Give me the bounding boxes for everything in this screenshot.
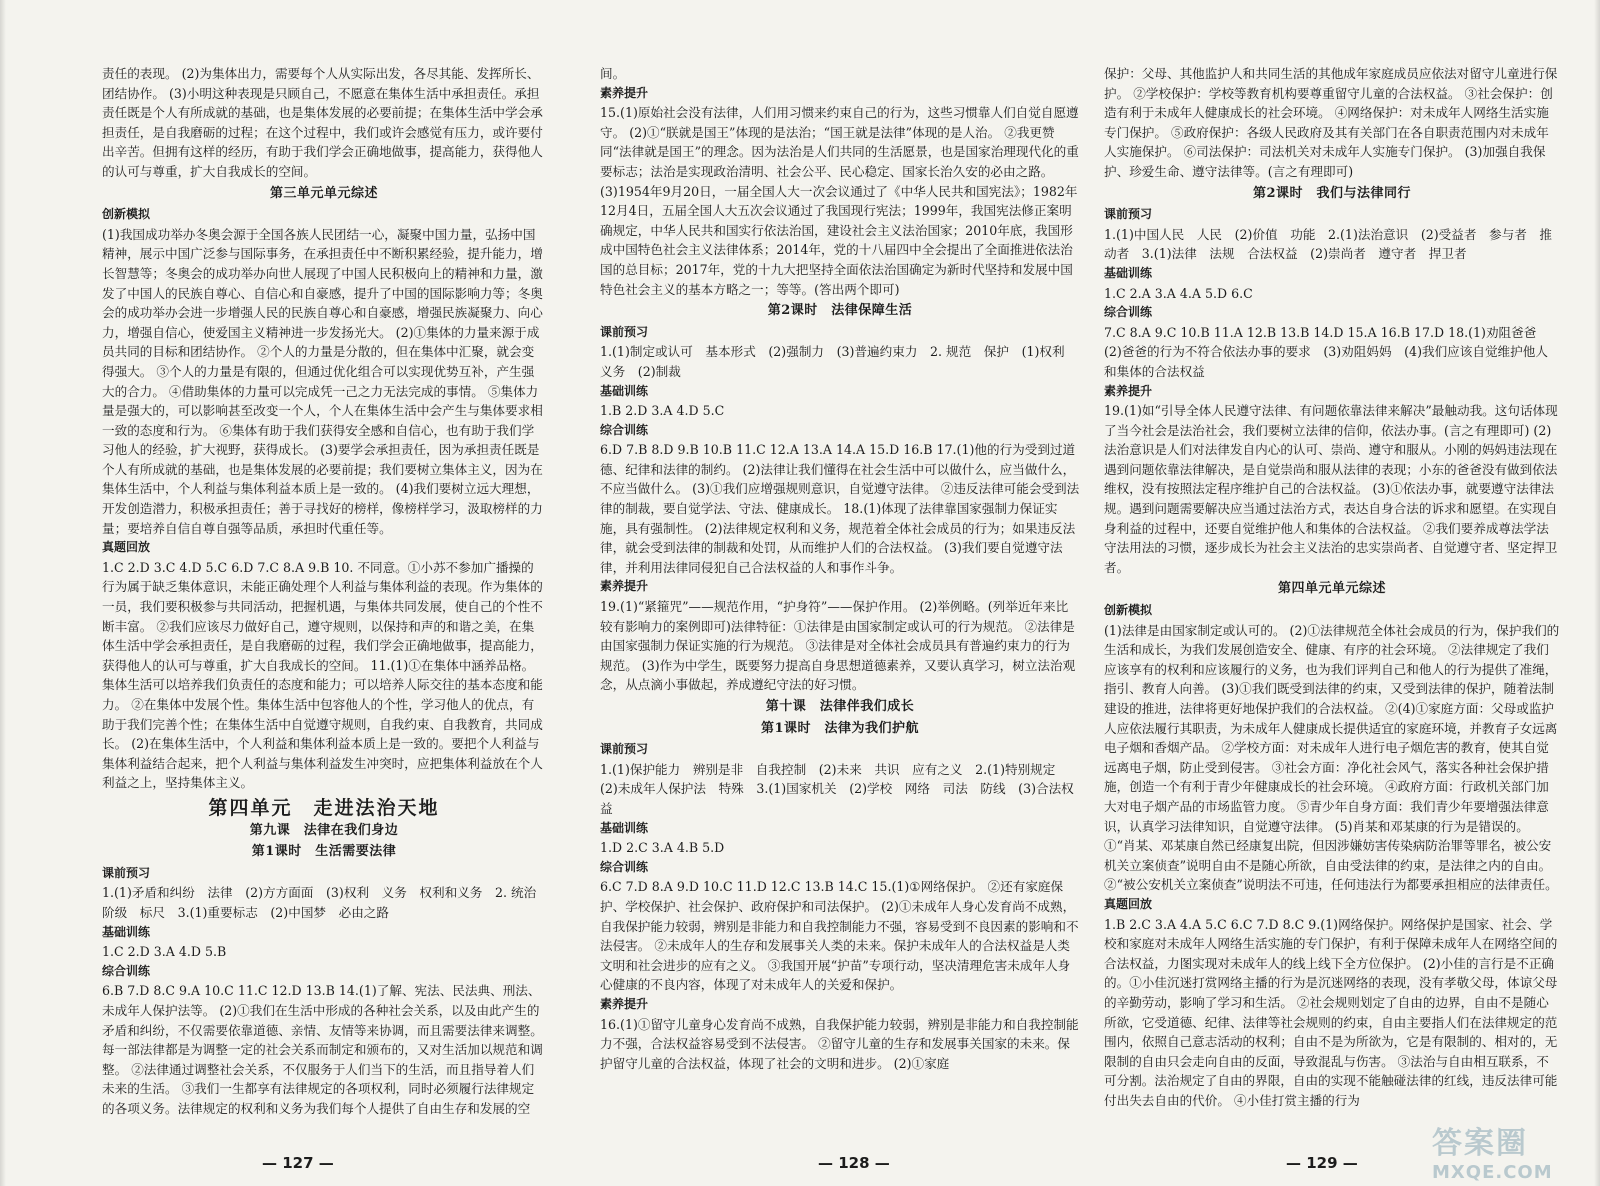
paragraph: 6.B 7.D 8.C 9.A 10.C 11.C 12.D 13.B 14.(1)了解、宪法、民法典、刑法、未成年人保护法等。 (2)①我们在生活中形成的各种社会关系，以及由此产生的矛盾和纠纷，不仅需要依靠道德、亲情、友情等来协调，而且需要法律来调整。每一部法律都是为调整一定的社会关系而制定和颁布的，又对生活加以规范和调整。 ②法律通过调整社会关系，不仅服务于人们当下的生活，而且指导着人们未来的生活。 ③我们一生都享有法律规定的各项权利，同时必须履行法律规定的各项义务。法律规定的权利和义务为我们每个人提供了自由生存和发展的空 [102,983,543,1116]
paragraph: 责任的表现。 (2)为集体出力，需要每个人从实际出发，各尽其能、发挥所长、团结协作。 (3)小明这种表现是只顾自己，不愿意在集体生活中承担责任。承担责任既是个人有所成就的基础，也是集体发展的必要前提；在集体生活中学会承担责任，是自我磨砺的过程；在这个过程中，我们或许会感觉有压力，或许要付出辛苦。但拥有这样的经历，有助于我们学会正确地做事，提高能力，获得他人的认可与尊重，扩大自我成长的空间。 [102,66,543,179]
watermark-logo [1432,1118,1582,1183]
page-number-129: — 129 — [1286,1154,1358,1172]
paragraph: 6.C 7.D 8.A 9.D 10.C 11.D 12.C 13.B 14.C 15.(1)①网络保护。 ②还有家庭保护、学校保护、社会保护、政府保护和司法保护。 (2)①未成年人身心发育尚不成熟，自我保护能力较弱，辨别是非能力和自我控制能力不强，容易受到不良因素的影响和不法侵害。 ②未成年人的生存和发展事关人类的未来。保护未成年人的合法权益是人类文明和社会进步的应有之义。 ③我国开展“护苗”专项行动，坚决清理危害未成年人身心健康的不良内容，体现了对未成年人的关爱和保护。 [600,879,1079,993]
section-heading: 素养提升 [600,579,649,594]
paragraph: 15.(1)原始社会没有法律，人们用习惯来约束自己的行为，这些习惯靠人们自觉自愿遵守。 (2)①“朕就是国王”体现的是法治；“国王就是法律”体现的是人治。 ②我更赞同“法律就是国王”的理念。因为法治是人们共同的生活愿景，也是国家治理现代化的重要标志；法治是实现政治清明、社会公平、民心稳定、国家长治久安的必由之路。 (3)1954年9月20日，一届全国人大一次会议通过了《中华人民共和国宪法》；1982年12月4日，五届全国人大五次会议通过了我国现行宪法；1999年，我国宪法修正案明确规定，中华人民共和国实行依法治国，建设社会主义法治国家；2010年底，我国形成中国特色社会主义法律体系；2014年，党的十八届四中全会提出了全面推进依法治国的总目标；2017年，党的十九大把坚持全面依法治国确定为新时代坚持和发展中国特色社会主义的基本方略之一；等等。(答出两个即可) [600,105,1079,297]
section-heading: 综合训练 [600,422,649,437]
paragraph: 16.(1)①留守儿童身心发育尚不成熟，自我保护能力较弱，辨别是非能力和自我控制能力不强，合法权益容易受到不法侵害。 ②留守儿童的生存和发展事关国家的未来。保护留守儿童的合法权益，体现了社会的文明和进步。 (2)①家庭 [600,1016,1079,1071]
section-heading: 基础训练 [600,820,649,835]
lesson-title: 第1课时 生活需要法律 [251,844,397,860]
section-heading: 创新模拟 [1104,603,1153,618]
page-number-128: — 128 — [818,1154,890,1172]
lesson-title: 第2课时 我们与法律同行 [1252,185,1412,201]
lesson-title: 第九课 法律在我们身边 [249,822,399,838]
section-heading: 课前预习 [102,865,151,880]
section-heading: 素养提升 [1104,383,1153,398]
unit-title: 第四单元 走进法治天地 [208,796,440,819]
page-129-column [1104,64,1560,1166]
paragraph: 1.(1)中国人民 人民 (2)价值 功能 2.(1)法治意识 (2)受益者 参与者 推动者 3.(1)法律 法规 合法权益 (2)崇尚者 遵守者 捍卫者 [1104,226,1553,262]
section-heading: 创新模拟 [102,207,151,222]
paragraph: 1.B 2.D 3.A 4.D 5.C [600,403,725,419]
paragraph: 1.C 2.D 3.A 4.D 5.B [102,944,227,960]
paragraph: (1)法律是由国家制定或认可的。 (2)①法律规范全体社会成员的行为，保护我们的生活和成长，为我们发展创造安全、健康、有序的社会环境。 ②法律规定了我们应该享有的权利和应该履行的义务，也为我们评判自己和他人的行为提供了准绳，指引、教育人向善。 (3)①我们既受到法律的约束，又受到法律的保护，随着法制建设的推进，法律将更好地保护我们的合法权益。 ②(4)①家庭方面：父母或监护人应依法履行其职责，为未成年人健康成长提供适宜的家庭环境，并教育子女远离电子烟和香烟产品。 ②学校方面：对未成年人进行电子烟危害的教育，使其自觉远离电子烟，防止受到侵害。 ③社会方面：净化社会风气，落实各种社会保护措施，创造一个有利于青少年健康成长的社会环境。 ④政府方面：行政机关部门加大对电子烟产品的市场监管力度。 ⑤青少年自身方面：我们青少年要增强法律意识，认真学习法律知识，自觉遵守法律。 (5)肖某和邓某康的行为是错误的。①“肖某、邓某康自然已经康复出院，但因涉嫌妨害传染病防治罪等罪名，被公安机关立案侦查”说明自由不是随心所欲，自由受法律的约束，是法律之内的自由。 ②“被公安机关立案侦查”说明法不可违，任何违法行为都要承担相应的法律责任。 [1104,622,1560,893]
section-heading: 真题回放 [1104,896,1153,911]
page-number-127: — 127 — [262,1154,334,1172]
section-heading: 课前预习 [1104,207,1153,222]
lesson-title: 第1课时 法律为我们护航 [760,720,920,736]
paragraph: (1)我国成功举办冬奥会源于全国各族人民团结一心，凝聚中国力量，弘扬中国精神，展示中国广泛参与国际事务，在承担责任中不断积累经验，提升能力，增长智慧等；冬奥会的成功举办向世人展现了中国人民积极向上的精神和力量，激发了中国人的民族自尊心、自信心和自豪感，提升了中国的国际影响力等；冬奥会的成功举办会进一步增强人民的民族自尊心和自豪感，增强民族凝聚力、向心力，增强自信心，使爱国主义精神进一步发扬光大。 (2)①集体的力量来源于成员共同的目标和团结协作。 ②个人的力量是分散的，但在集体中汇聚，就会变得强大。 ③个人的力量是有限的，但通过优化组合可以实现优势互补，产生强大的合力。 ④借助集体的力量可以完成凭一己之力无法完成的事情。 ⑤集体力量是强大的，可以影响甚至改变一个人，个人在集体生活中会产生与集体要求相一致的态度和行为。 ⑥集体有助于我们获得安全感和自信心，也有助于我们学习他人的经验，扩大视野，获得成长。 (3)要学会承担责任，因为承担责任既是个人有所成就的基础，也是集体发展的必要前提；我们要树立集体主义，因为在集体生活中，个人利益与集体利益本质上是一致的。 (4)我们要树立远大理想，开发创造潜力，积极承担责任；善于寻找好的榜样，像榜样学习，汲取榜样的力量；要培养自信自尊自强等品质，承担时代重任等。 [102,226,543,536]
page-127-column [102,64,546,1166]
paragraph: 19.(1)“紧箍咒”——规范作用，“护身符”——保护作用。 (2)举例略。(列举近年来比较有影响力的案例即可)法律特征：①法律是由国家制定或认可的行为规范。 ②法律是由国家强制力保证实施的行为规范。 ③法律是对全体社会成员具有普遍约束力的行为规范。 (3)作为中学生，既要努力提高自身思想道德素养，又要认真学习，树立法治观念，从点滴小事做起，养成遵纪守法的好习惯。 [600,599,1076,693]
paragraph: 1.(1)保护能力 辨别是非 自我控制 (2)未来 共识 应有之义 2.(1)特别规定 (2)未成年人保护法 特殊 3.(1)国家机关 (2)学校 网络 司法 防线 (3)合法权益 [600,761,1074,816]
lesson-title: 第2课时 法律保障生活 [767,303,913,319]
section-heading: 综合训练 [600,859,649,874]
section-heading: 基础训练 [1104,265,1153,280]
watermark-line2: MXQE.COM [1432,1162,1553,1183]
section-heading: 真题回放 [102,540,151,555]
lesson-title: 第四单元单元综述 [1277,581,1386,597]
watermark-line1: 答案圈 [1432,1126,1528,1161]
section-heading: 课前预习 [600,742,649,757]
paragraph: 7.C 8.A 9.C 10.B 11.A 12.B 13.B 14.D 15.A 16.B 17.D 18.(1)劝阻爸爸 (2)爸爸的行为不符合依法办事的要求 (3)劝阻妈妈 (4)我们应该自觉维护他人和集体的合法权益 [1104,324,1549,379]
page-128-column [600,64,1080,1166]
lesson-title: 第十课 法律伴我们成长 [765,699,915,714]
paragraph: 1.(1)矛盾和纠纷 法律 (2)方方面面 (3)权利 义务 权利和义务 2. 统治阶级 标尺 3.(1)重要标志 (2)中国梦 必由之路 [102,885,537,920]
paragraph: 1.C 2.A 3.A 4.A 5.D 6.C [1104,285,1253,301]
paragraph: 保护：父母、其他监护人和共同生活的其他成年家庭成员应依法对留守儿童进行保护。 ②学校保护：学校等教育机构要尊重留守儿童的合法权益。 ③社会保护：创造有利于未成年人健康成长的社会环境。 ④网络保护：对未成年人网络生活实施专门保护。 ⑤政府保护：各级人民政府及其有关部门在各自职责范围内对未成年人实施保护。 ⑥司法保护：司法机关对未成年人实施专门保护。 (3)加强自我保护、珍爱生命、遵守法律等。(言之有理即可) [1104,66,1558,179]
section-heading: 素养提升 [600,996,649,1011]
paragraph: 1.D 2.C 3.A 4.B 5.D [600,840,725,856]
section-heading: 素养提升 [600,85,649,100]
paragraph: 19.(1)如“引导全体人民遵守法律、有问题依靠法律来解决”最触动我。这句话体现了当今社会是法治社会，我们要树立法律的信仰，依法办事。(言之有理即可) (2)法治意识是人们对法律发自内心的认可、崇尚、遵守和服从。小刚的妈妈违法现在遇到问题依靠法律解决，是自觉崇尚和服从法律的表现；小东的爸爸没有做到依法维权，没有按照法定程序维护自己的合法权益。 (3)①依法办事，就要遵守法律法规。遇到问题需要解决应当通过法治方式，表达自身合法的诉求和愿望。在实现自身利益的过程中，还要自觉维护他人和集体的合法权益。 ②我们要养成尊法学法守法用法的习惯，逐步成长为社会主义法治的忠实崇尚者、自觉遵守者、坚定捍卫者。 [1104,403,1558,575]
paragraph: 1.C 2.D 3.C 4.D 5.C 6.D 7.C 8.A 9.B 10. 不同意。①小苏不参加广播操的行为属于缺乏集体意识，未能正确处理个人利益与集体利益的表现。作为集体的一员，我们要积极参与共同活动，把握机遇，与集体共同发展，使自己的个性不断丰富。 ②我们应该尽力做好自己，遵守规则，以保持和声的和谐之美，在集体生活中学会承担责任，是自我磨砺的过程，我们学会正确地做事，提高能力，获得他人的认可与尊重，扩大自我成长的空间。 11.(1)①在集体中涵养品格。集体生活可以培养我们负责任的态度和能力；可以培养人际交往的基本态度和能力。 ②在集体中发展个性。集体生活中包容他人的个性，学习他人的优点，有助于我们完善个性；在集体生活中自觉遵守规则，自我约束、自我教育，共同成长。 (2)在集体生活中，个人利益和集体利益本质上是一致的。要把个人利益与集体利益结合起来，把个人利益与集体利益发生冲突时，应把集体利益放在个人利益之上，坚持集体主义。 [102,559,543,791]
lesson-title: 第三单元单元综述 [269,185,378,201]
section-heading: 综合训练 [1104,305,1153,320]
section-heading: 基础训练 [600,383,649,398]
paragraph: 间。 [600,66,626,81]
section-heading: 课前预习 [600,324,649,339]
paragraph: 1.(1)制定或认可 基本形式 (2)强制力 (3)普遍约束力 2. 规范 保护 (1)权利 义务 (2)制裁 [600,344,1078,379]
paragraph: 6.D 7.B 8.D 9.B 10.B 11.C 12.A 13.A 14.A 15.D 16.B 17.(1)他的行为受到过道德、纪律和法律的制约。 (2)法律让我们懂得在社会生活中可以做什么，应当做什么，不应当做什么。 (3)①我们应增强规则意识，自觉遵守法律。 ②违反法律可能会受到法律的制裁，要自觉学法、守法、健康成长。 18.(1)体现了法律靠国家强制力保证实施，具有强制性。 (2)法律规定权利和义务，规范着全体社会成员的行为；如果违反法律，就会受到法律的制裁和处罚，从而维护人们的合法权益。 (3)我们要自觉遵守法律，并利用法律同侵犯自己合法权益的人和事作斗争。 [600,442,1080,575]
paragraph: 1.B 2.C 3.A 4.A 5.C 6.C 7.D 8.C 9.(1)网络保护。网络保护是国家、社会、学校和家庭对未成年人网络生活实施的专门保护，有利于保障未成年人在网络空间的合法权益，力图实现对未成年人的线上线下全方位保护。 (2)小佳的言行是不正确的。①小佳沉迷打赏网络主播的行为是沉迷网络的表现，没有孝敬父母，体谅父母的辛勤劳动，影响了学习和生活。 ②社会规则划定了自由的边界，自由不是随心所欲，它受道德、纪律、法律等社会规则的约束，自由主要指人们在法律规定的范围内，依照自己意志活动的权利；自由不是为所欲为，它是有限制的、相对的，无限制的自由只会走向自由的反面，导致混乱与伤害。 ③法治与自由相互联系，不可分割。法治规定了自由的界限，自由的实现不能触碰法律的红线，违反法律可能付出失去自由的代价。 ④小佳打赏主播的行为 [1104,916,1558,1108]
section-heading: 基础训练 [102,924,151,939]
section-heading: 综合训练 [102,963,151,978]
